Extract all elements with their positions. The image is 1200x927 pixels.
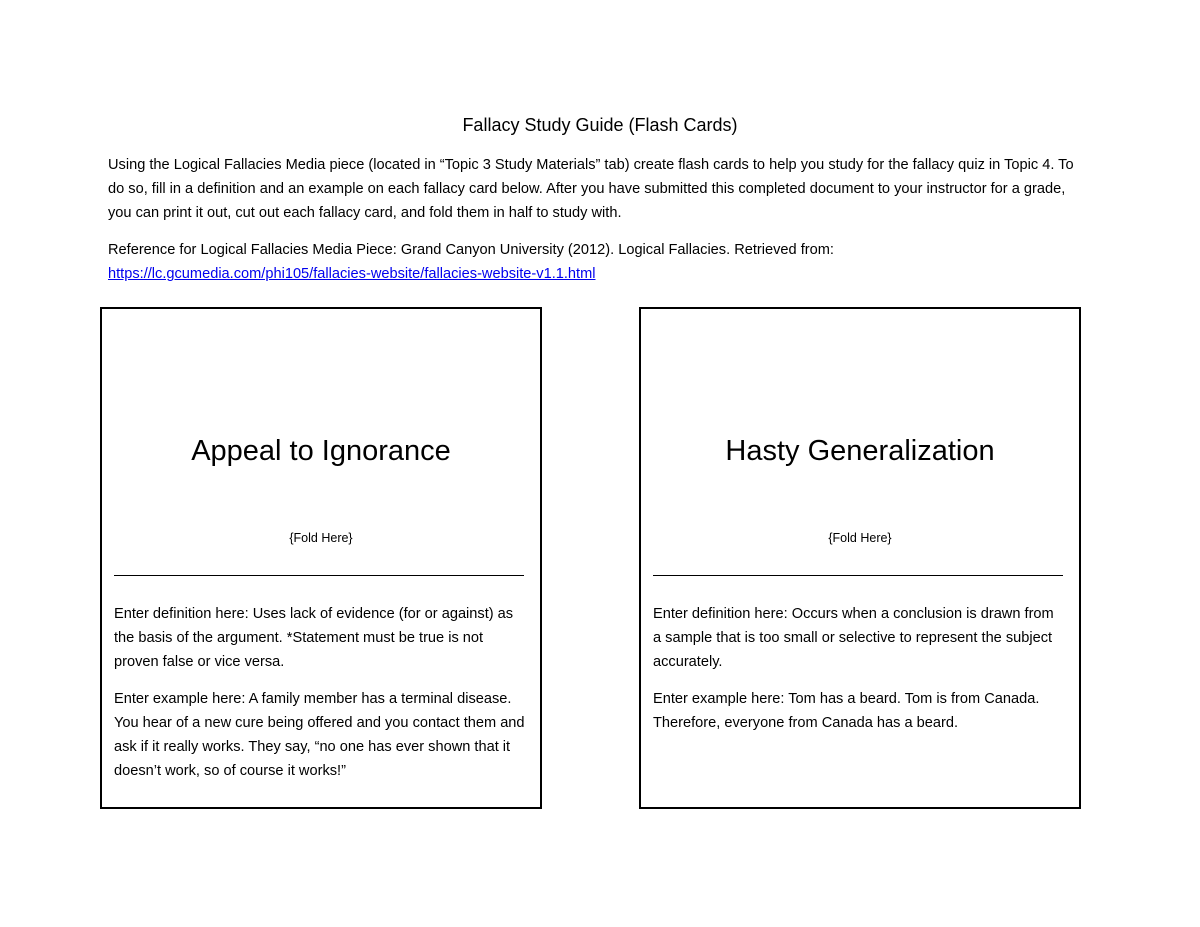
fold-divider: [653, 575, 1063, 576]
card-definition: Enter definition here: Uses lack of evidence (for or against) as the basis of the argument. *Statement must be true is not proven false or vice versa.: [114, 606, 514, 670]
reference-paragraph: [108, 238, 1080, 286]
card-definition: Enter definition here: Occurs when a conclusion is drawn from a sample that is too small or selective to represent the subject accurately.: [653, 606, 1054, 670]
flash-card-hasty-generalization: [639, 307, 1081, 809]
card-title: Hasty Generalization: [725, 435, 995, 467]
fold-divider: [114, 575, 524, 576]
fold-label: {Fold Here}: [289, 531, 353, 545]
card-title: Appeal to Ignorance: [191, 435, 451, 467]
document-title: Fallacy Study Guide (Flash Cards): [462, 115, 738, 135]
reference-link[interactable]: https://lc.gcumedia.com/phi105/fallacies-website/fallacies-website-v1.1.html: [108, 266, 596, 282]
reference-text: Reference for Logical Fallacies Media Piece: Grand Canyon University (2012). Logical Fallacies. Retrieved from:: [108, 242, 834, 258]
card-example: Enter example here: Tom has a beard. Tom is from Canada. Therefore, everyone from Canada has a beard.: [653, 691, 1040, 731]
intro-paragraph: Using the Logical Fallacies Media piece (located in “Topic 3 Study Materials” tab) create flash cards to help you study for the fallacy quiz in Topic 4. To do so, fill in a definition and an example on each fallacy card below. After you have submitted this completed document to your instructor for a grade, you can print it out, cut out each fallacy card, and fold them in half to study with.: [108, 157, 1074, 221]
card-example: Enter example here: A family member has a terminal disease. You hear of a new cure being offered and you contact them and ask if it really works. They say, “no one has ever shown that it doesn’t work, so of course it works!”: [114, 691, 525, 779]
fold-label: {Fold Here}: [828, 531, 892, 545]
flash-card-appeal-to-ignorance: [100, 307, 542, 809]
